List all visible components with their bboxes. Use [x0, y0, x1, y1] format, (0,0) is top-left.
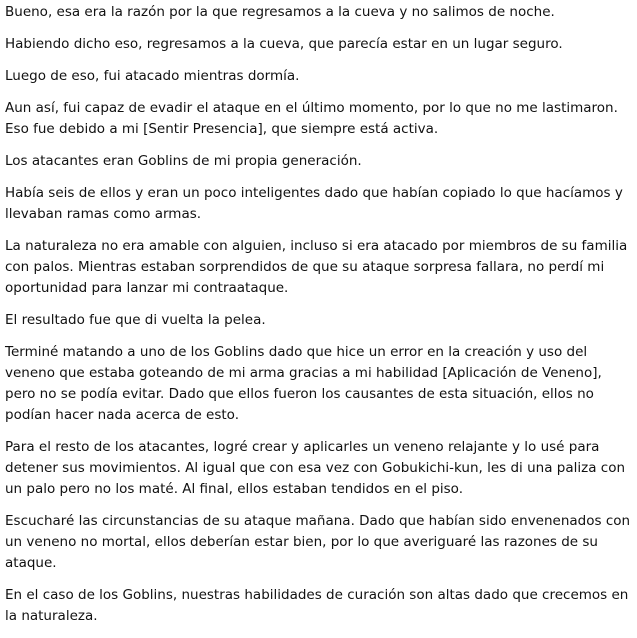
- paragraph-3: Luego de eso, fui atacado mientras dormía.: [5, 68, 300, 84]
- paragraph-9: Terminé matando a uno de los Goblins dado que hice un error en la creación y uso del veneno que estaba goteando de mi arma gracias a mi habilidad [Aplicación de Veneno], pero no se podía evitar. Dado que ellos fueron los causantes de esta situación, ellos no podían hacer nada acerca de esto.: [5, 344, 602, 423]
- document-body: [5, 0, 635, 638]
- paragraph-2: Habiendo dicho eso, regresamos a la cueva, que parecía estar en un lugar seguro.: [5, 36, 563, 52]
- paragraph-5: Los atacantes eran Goblins de mi propia generación.: [5, 153, 362, 169]
- paragraph-4: Aun así, fui capaz de evadir el ataque en el último momento, por lo que no me lastimaron. Eso fue debido a mi [Sentir Presencia], que siempre está activa.: [5, 100, 618, 137]
- paragraph-11: Escucharé las circunstancias de su ataque mañana. Dado que habían sido envenenados con un veneno no mortal, ellos deberían estar bien, por lo que averiguaré las razones de su ataque.: [5, 513, 631, 571]
- paragraph-7: La naturaleza no era amable con alguien, incluso si era atacado por miembros de su familia con palos. Mientras estaban sorprendidos de que su ataque sorpresa fallara, no perdí mi oportunidad para lanzar mi contraataque.: [5, 238, 628, 296]
- paragraph-12: En el caso de los Goblins, nuestras habilidades de curación son altas dado que crecemos en la naturaleza.: [5, 587, 629, 624]
- paragraph-8: El resultado fue que di vuelta la pelea.: [5, 312, 266, 328]
- paragraph-6: Había seis de ellos y eran un poco inteligentes dado que habían copiado lo que hacíamos y llevaban ramas como armas.: [5, 185, 623, 222]
- paragraph-10: Para el resto de los atacantes, logré crear y aplicarles un veneno relajante y lo usé para detener sus movimientos. Al igual que con esa vez con Gobukichi-kun, les di una paliza con un palo pero no los maté. Al final, ellos estaban tendidos en el piso.: [5, 439, 626, 497]
- paragraph-1: Bueno, esa era la razón por la que regresamos a la cueva y no salimos de noche.: [5, 4, 555, 20]
